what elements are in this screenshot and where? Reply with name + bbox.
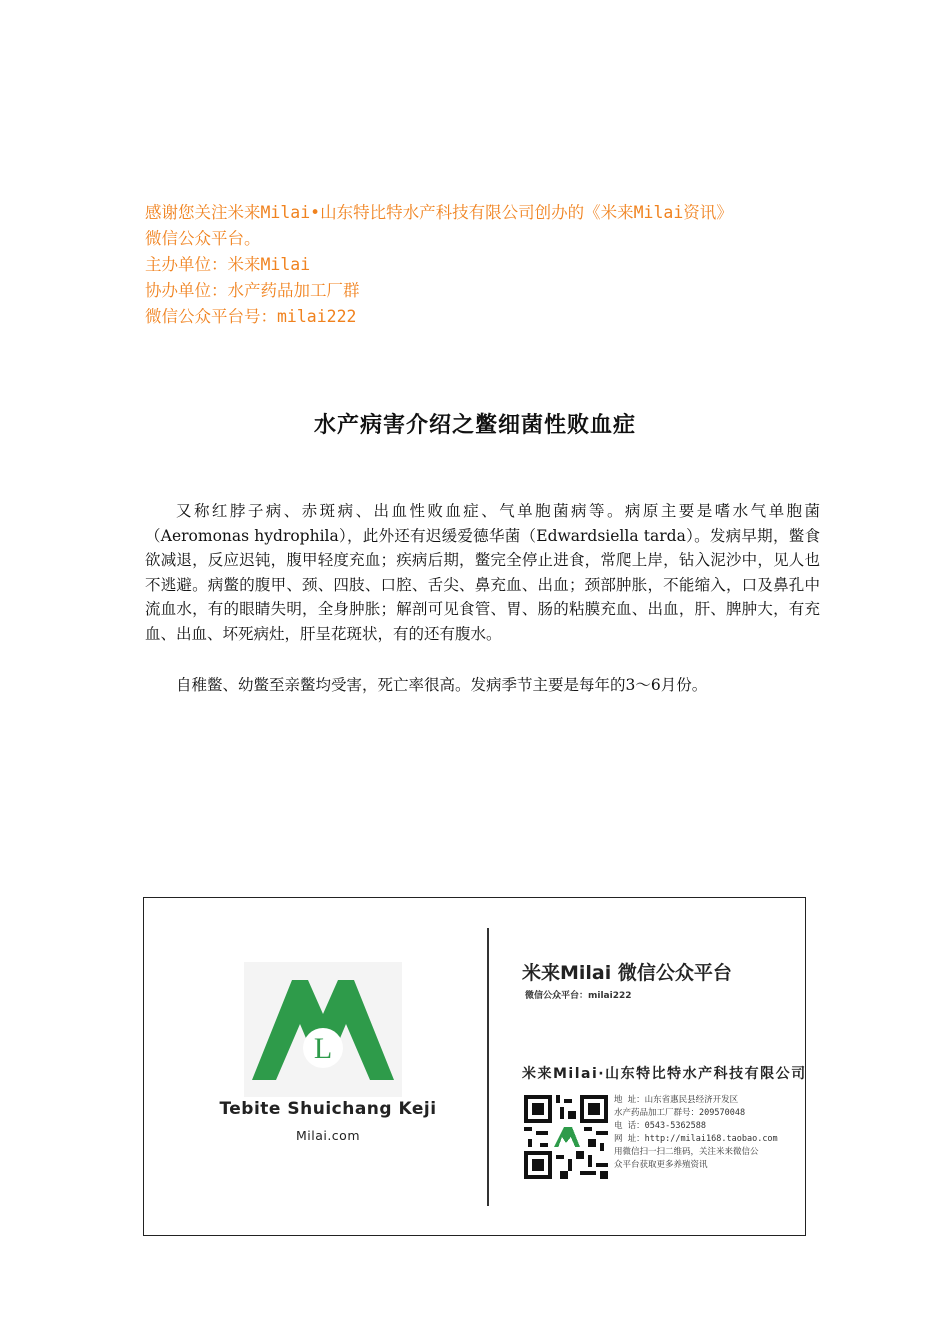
company-name: 米来Milai·山东特比特水产科技有限公司 [522,1066,807,1082]
intro-line: 微信公众平台。 [145,229,261,248]
platform-title: 米来Milai 微信公众平台 [522,962,732,984]
logo-letter: L [313,1032,333,1065]
intro-block [145,200,825,330]
group-number-line: 水产药品加工厂群号：209570048 [614,1108,746,1118]
milai-logo [244,962,402,1097]
co-host-unit: 协办单位：水产药品加工厂群 [145,281,360,300]
paragraph-season: 自稚鳖、幼鳖至亲鳖均受害，死亡率很高。发病季节主要是每年的3～6月份。 [176,676,708,694]
address-line: 地 址：山东省惠民县经济开发区 [614,1095,739,1105]
phone-line: 电 话：0543-5362588 [614,1121,707,1131]
card-divider [487,928,489,1206]
wechat-account: 微信公众平台号：milai222 [145,307,357,326]
website-line: 网 址：http://milai168.taobao.com [614,1134,778,1144]
qr-code-icon [524,1095,608,1179]
platform-id: 微信公众平台：milai222 [525,991,632,1001]
article-title: 水产病害介绍之鳖细菌性败血症 [313,412,636,438]
business-card [143,897,806,1236]
contact-info [614,1094,778,1172]
scan-hint-line: 用微信扫一扫二维码，关注米来微信公 [614,1147,759,1157]
brand-url: Milai.com [295,1128,361,1143]
paragraph-symptoms: 又称红脖子病、赤斑病、出血性败血症、气单胞菌病等。病原主要是嗜水气单胞菌（Aeromonas hydrophila），此外还有迟缓爱德华菌（Edwardsiella tarda）。发病早期，鳖食欲减退，反应迟钝，腹甲轻度充血；疾病后期，鳖完全停止进食，常爬上岸，钻入泥沙中，见人也不逃避。病鳖的腹甲、颈、四肢、口腔、舌尖、鼻充血、出血；颈部肿胀，不能缩入，口及鼻孔中流血水，有的眼睛失明，全身肿胀；解剖可见食管、胃、肠的粘膜充血、出血，肝、脾肿大，有充血、出血、坏死病灶，肝呈花斑状，有的还有腹水。 [145,502,820,643]
scan-hint-line: 众平台获取更多养殖资讯 [614,1160,708,1170]
intro-line: 感谢您关注米来Milai•山东特比特水产科技有限公司创办的《米来Milai资讯》 [145,203,733,222]
brand-english-name: Tebite Shuichang Keji [219,1099,437,1119]
host-unit: 主办单位：米来Milai [145,255,311,274]
